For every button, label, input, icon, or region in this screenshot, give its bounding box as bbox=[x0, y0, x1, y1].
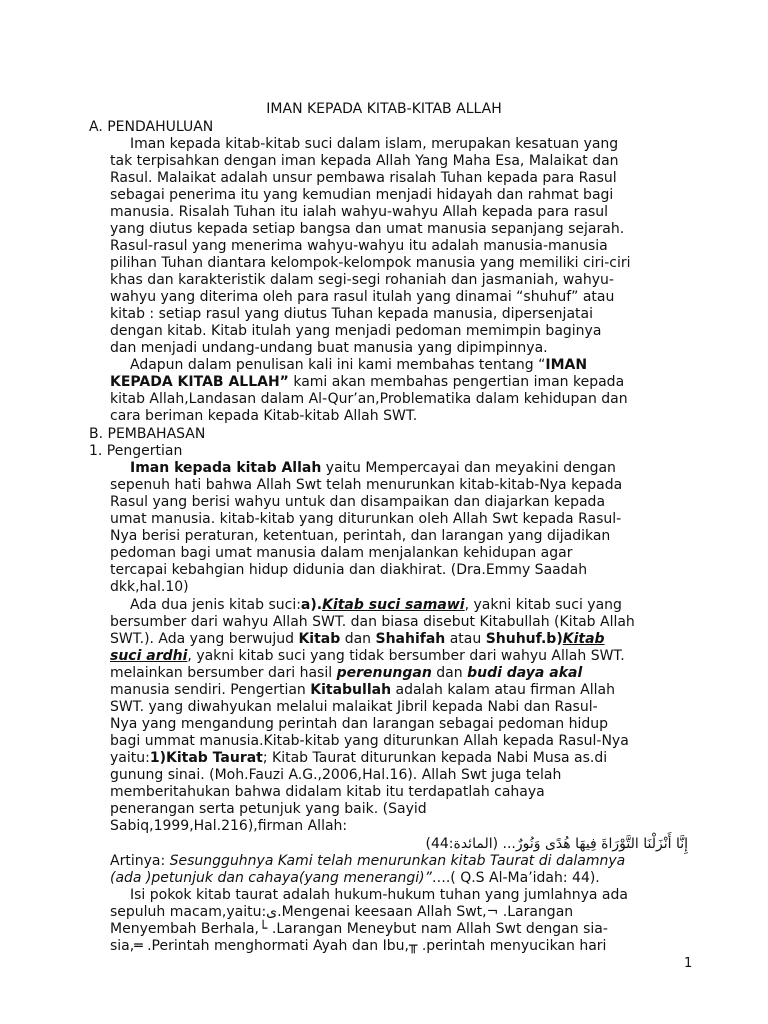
paragraph-line: dkk,hal.10) bbox=[110, 579, 189, 595]
paragraph-line: Rasul. Malaikat adalah unsur pembawa risalah Tuhan kepada para Rasul bbox=[110, 170, 617, 186]
paragraph-line: pilihan Tuhan diantara kelompok-kelompok manusia yang memiliki ciri-ciri bbox=[110, 255, 631, 271]
bold-term: Iman kepada kitab Allah bbox=[130, 460, 322, 476]
paragraph-line: melainkan bersumber dari hasil perenungan dan budi daya akal bbox=[110, 665, 583, 681]
paragraph-line: Sabiq,1999,Hal.216),firman Allah: bbox=[110, 818, 348, 834]
translation-line: Artinya: Sesungguhnya Kami telah menurunkan kitab Taurat di dalamnya bbox=[110, 853, 626, 869]
paragraph-line: Iman kepada kitab Allah yaitu Mempercayai dan meyakini dengan bbox=[130, 460, 616, 476]
paragraph-line: dan menjadi undang-undang buat manusia yang dipimpinnya. bbox=[110, 340, 548, 356]
paragraph-line: tercapai kebahgian hidup didunia dan diakhirat. (Dra.Emmy Saadah bbox=[110, 562, 588, 578]
paragraph-line: sia,═ .Perintah menghormati Ayah dan Ibu,╥ .perintah menyucikan hari bbox=[110, 938, 607, 954]
paragraph-line: KEPADA KITAB ALLAH” kami akan membahas pengertian iman kepada bbox=[110, 374, 625, 390]
paragraph-line: yang diutus kepada setiap bangsa dan umat manusia sepanjang sejarah. bbox=[110, 221, 625, 237]
paragraph-line: Isi pokok kitab taurat adalah hukum-hukum tuhan yang jumlahnya ada bbox=[130, 887, 628, 903]
paragraph-line: bersumber dari wahyu Allah SWT. dan biasa disebut Kitabullah (Kitab Allah bbox=[110, 614, 635, 630]
paragraph-line: umat manusia. kitab-kitab yang diturunkan oleh Allah Swt kepada Rasul- bbox=[110, 511, 622, 527]
paragraph-line: SWT.). Ada yang berwujud Kitab dan Shahifah atau Shuhuf.b)Kitab bbox=[110, 631, 605, 647]
paragraph-line: wahyu yang diterima oleh para rasul itulah yang dinamai “shuhuf” atau bbox=[110, 289, 615, 305]
paragraph-line: gunung sinai. (Moh.Fauzi A.G.,2006,Hal.16). Allah Swt juga telah bbox=[110, 767, 562, 783]
paragraph-line: khas dan karakteristik dalam segi-segi rohaniah dan jasmaniah, wahyu- bbox=[110, 272, 614, 288]
bold-term: IMAN bbox=[545, 357, 588, 373]
subsection-heading: 1. Pengertian bbox=[89, 443, 183, 459]
section-b-heading: B. PEMBAHASAN bbox=[89, 426, 206, 442]
term-ardhi: suci ardhi bbox=[110, 648, 188, 664]
paragraph-line: pedoman bagi umat manusia dalam menjalankan kehidupan agar bbox=[110, 545, 573, 561]
paragraph-line: Nya berisi peraturan, ketentuan, perintah, dan larangan yang dijadikan bbox=[110, 528, 611, 544]
term-ardhi: Kitab bbox=[562, 631, 605, 647]
section-a-heading: A. PENDAHULUAN bbox=[89, 119, 214, 135]
paragraph-line: cara beriman kepada Kitab-kitab Allah SWT. bbox=[110, 408, 418, 424]
term-samawi: Kitab suci samawi bbox=[322, 597, 465, 613]
paragraph-line: manusia. Risalah Tuhan itu ialah wahyu-wahyu Allah kepada para rasul bbox=[110, 204, 609, 220]
paragraph-line: bagi ummat manusia.Kitab-kitab yang diturunkan Allah kepada Rasul-Nya bbox=[110, 733, 629, 749]
paragraph-line: kitab Allah,Landasan dalam Al-Qur’an,Problematika dalam kehidupan dan bbox=[110, 391, 628, 407]
page-number: 1 bbox=[684, 956, 693, 971]
paragraph-line: Rasul-rasul yang menerima wahyu-wahyu itu adalah manusia-manusia bbox=[110, 238, 608, 254]
paragraph-line: Rasul yang berisi wahyu untuk dan disampaikan dan diajarkan kepada bbox=[110, 494, 606, 510]
paragraph-line: Iman kepada kitab-kitab suci dalam islam, merupakan kesatuan yang bbox=[130, 136, 619, 152]
paragraph-line: SWT. yang diwahyukan melalui malaikat Jibril kepada Nabi dan Rasul- bbox=[110, 699, 598, 715]
paragraph-line: memberitahukan bahwa didalam kitab itu terdapatlah cahaya bbox=[110, 784, 545, 800]
paragraph-line: Nya yang mengandung perintah dan larangan sebagai pedoman hidup bbox=[110, 716, 609, 732]
paragraph-line: sepenuh hati bahwa Allah Swt telah menurunkan kitab-kitab-Nya kepada bbox=[110, 477, 623, 493]
paragraph-line: Menyembah Berhala,└ .Larangan Meneybut nam Allah Swt dengan sia- bbox=[110, 921, 608, 937]
document-title: IMAN KEPADA KITAB-KITAB ALLAH bbox=[266, 101, 502, 117]
arabic-verse: إِنَّا أَنْزَلْنَا التَّوْرَاةَ فِيهَا هُدًى وَنُورٌ... (المائدة:44) bbox=[425, 836, 688, 852]
paragraph-line: manusia sendiri. Pengertian Kitabullah adalah kalam atau firman Allah bbox=[110, 682, 615, 698]
bold-term: KEPADA KITAB ALLAH” bbox=[110, 374, 289, 390]
paragraph-line: Ada dua jenis kitab suci:a).Kitab suci samawi, yakni kitab suci yang bbox=[130, 597, 622, 613]
paragraph-line: tak terpisahkan dengan iman kepada Allah Yang Maha Esa, Malaikat dan bbox=[110, 153, 619, 169]
paragraph-line: dengan kitab. Kitab itulah yang menjadi pedoman memimpin baginya bbox=[110, 323, 602, 339]
paragraph-line: suci ardhi, yakni kitab suci yang tidak bersumber dari wahyu Allah SWT. bbox=[110, 648, 625, 664]
paragraph-line: kitab : setiap rasul yang diutus Tuhan kepada manusia, dipersenjatai bbox=[110, 306, 593, 322]
paragraph-line: sepuluh macam,yaitu:ی.Mengenai keesaan Allah Swt,¬ .Larangan bbox=[110, 904, 574, 920]
paragraph-line: sebagai penerima itu yang kemudian menjadi hidayah dan rahmat bagi bbox=[110, 187, 614, 203]
paragraph-line: yaitu:1)Kitab Taurat; Kitab Taurat diturunkan kepada Nabi Musa as.di bbox=[110, 750, 608, 766]
paragraph-line: penerangan serta petunjuk yang baik. (Sayid bbox=[110, 801, 427, 817]
paragraph-line: Adapun dalam penulisan kali ini kami membahas tentang “IMAN bbox=[130, 357, 588, 373]
translation-line: (ada )petunjuk dan cahaya(yang menerangi)”….( Q.S Al-Ma’idah: 44). bbox=[110, 870, 600, 886]
